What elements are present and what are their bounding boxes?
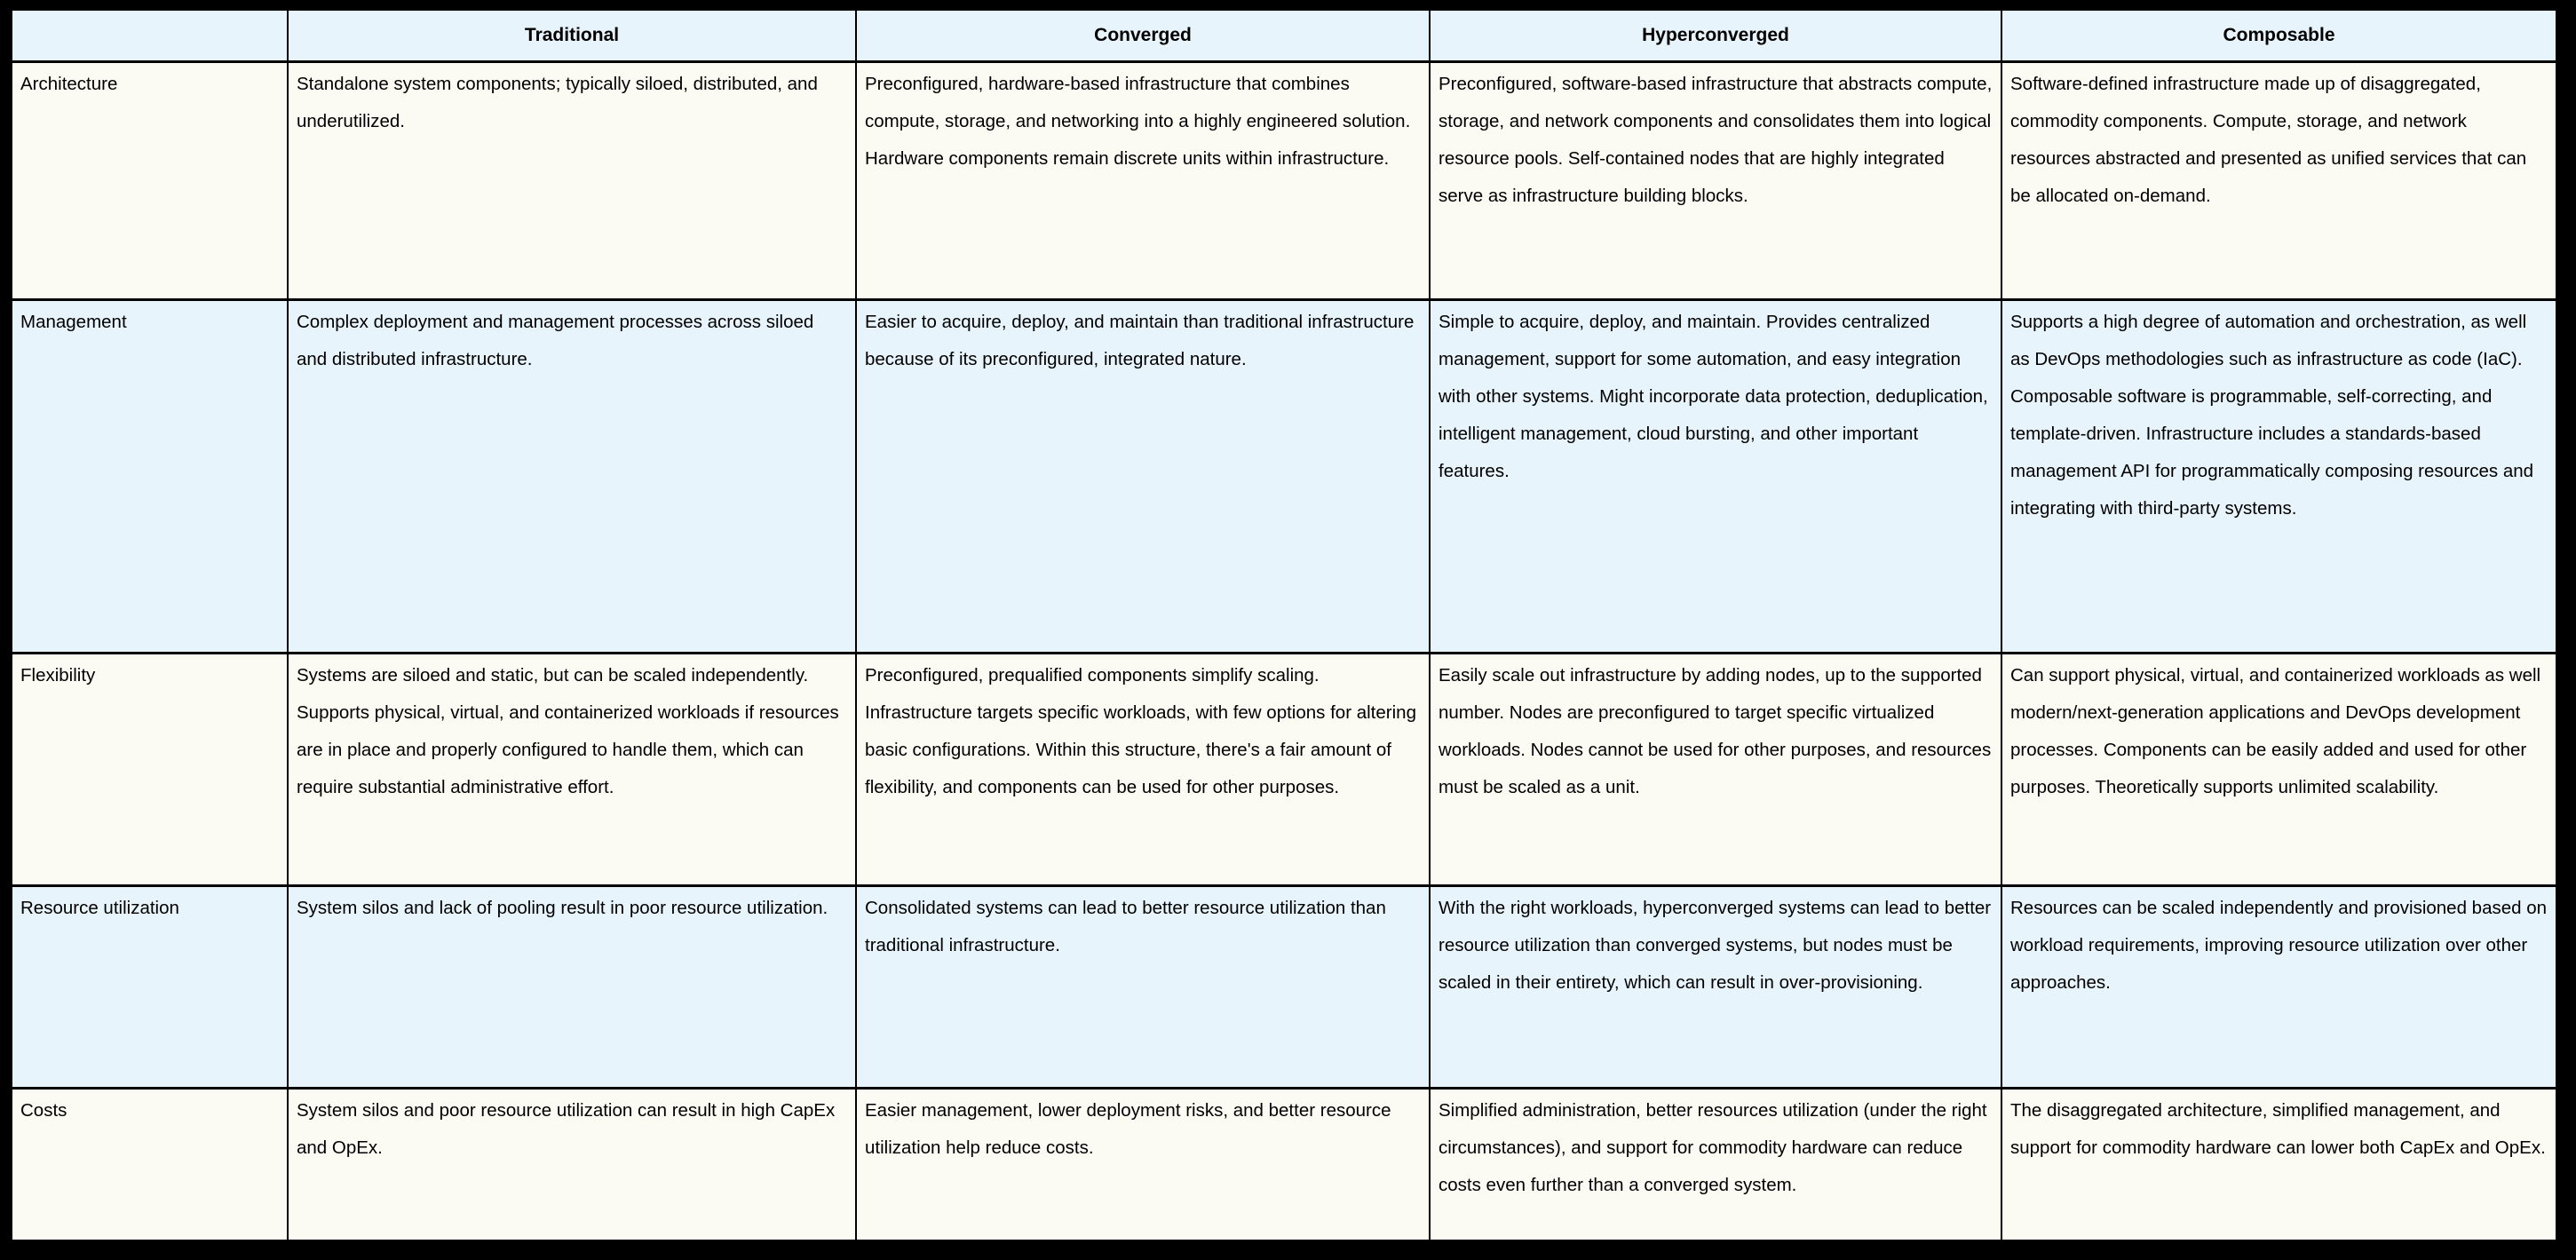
header-converged: Converged [856, 9, 1430, 62]
row-label: Resource utilization [11, 886, 288, 1089]
table-cell: Supports a high degree of automation and orchestration, as well as DevOps methodologies such as infrastructure as code (IaC). Composable software is programmable, self-correcting, and template-driven. Infrastructure includes a standards-based management API for programmatically composing resources and integrating with third-party systems. [2001, 300, 2557, 654]
row-label: Costs [11, 1089, 288, 1241]
table-cell: Complex deployment and management processes across siloed and distributed infrastructure. [288, 300, 856, 654]
header-composable: Composable [2001, 9, 2557, 62]
table-cell: Resources can be scaled independently and provisioned based on workload requirements, improving resource utilization over other approaches. [2001, 886, 2557, 1089]
table-cell: System silos and lack of pooling result in poor resource utilization. [288, 886, 856, 1089]
table-cell: Easier management, lower deployment risks, and better resource utilization help reduce costs. [856, 1089, 1430, 1241]
table-cell: System silos and poor resource utilization can result in high CapEx and OpEx. [288, 1089, 856, 1241]
table-row [11, 62, 2557, 300]
header-hyperconverged: Hyperconverged [1430, 9, 2001, 62]
table-row [11, 1089, 2557, 1241]
header-empty-cell [11, 9, 288, 62]
table-row [11, 886, 2557, 1089]
table-body [11, 62, 2557, 1241]
table-cell: Preconfigured, hardware-based infrastructure that combines compute, storage, and networking into a highly engineered solution. Hardware components remain discrete units within infrastructure. [856, 62, 1430, 300]
row-label: Management [11, 300, 288, 654]
row-label: Flexibility [11, 654, 288, 886]
table-cell: Can support physical, virtual, and containerized workloads as well modern/next-generation applications and DevOps development processes. Components can be easily added and used for other purposes. Theoretically supports unlimited scalability. [2001, 654, 2557, 886]
table-cell: Preconfigured, software-based infrastructure that abstracts compute, storage, and network components and consolidates them into logical resource pools. Self-contained nodes that are highly integrated serve as infrastructure building blocks. [1430, 62, 2001, 300]
table-cell: Easier to acquire, deploy, and maintain than traditional infrastructure because of its preconfigured, integrated nature. [856, 300, 1430, 654]
infrastructure-comparison-table [9, 7, 2559, 1243]
table-cell: Easily scale out infrastructure by adding nodes, up to the supported number. Nodes are preconfigured to target specific virtualized workloads. Nodes cannot be used for other purposes, and resources must be scaled as a unit. [1430, 654, 2001, 886]
table-cell: With the right workloads, hyperconverged systems can lead to better resource utilization than converged systems, but nodes must be scaled in their entirety, which can result in over-provisioning. [1430, 886, 2001, 1089]
table-cell: The disaggregated architecture, simplified management, and support for commodity hardware can lower both CapEx and OpEx. [2001, 1089, 2557, 1241]
table-cell: Preconfigured, prequalified components simplify scaling. Infrastructure targets specific workloads, with few options for altering basic configurations. Within this structure, there's a fair amount of flexibility, and components can be used for other purposes. [856, 654, 1430, 886]
table-cell: Standalone system components; typically siloed, distributed, and underutilized. [288, 62, 856, 300]
table-cell: Consolidated systems can lead to better resource utilization than traditional infrastructure. [856, 886, 1430, 1089]
table-cell: Systems are siloed and static, but can be scaled independently. Supports physical, virtual, and containerized workloads if resources are in place and properly configured to handle them, which can require substantial administrative effort. [288, 654, 856, 886]
header-row [11, 9, 2557, 62]
table-row [11, 300, 2557, 654]
table-cell: Simplified administration, better resources utilization (under the right circumstances), and support for commodity hardware can reduce costs even further than a converged system. [1430, 1089, 2001, 1241]
row-label: Architecture [11, 62, 288, 300]
table-cell: Simple to acquire, deploy, and maintain. Provides centralized management, support for some automation, and easy integration with other systems. Might incorporate data protection, deduplication, intelligent management, cloud bursting, and other important features. [1430, 300, 2001, 654]
table-cell: Software-defined infrastructure made up of disaggregated, commodity components. Compute, storage, and network resources abstracted and presented as unified services that can be allocated on-demand. [2001, 62, 2557, 300]
table-row [11, 654, 2557, 886]
header-traditional: Traditional [288, 9, 856, 62]
